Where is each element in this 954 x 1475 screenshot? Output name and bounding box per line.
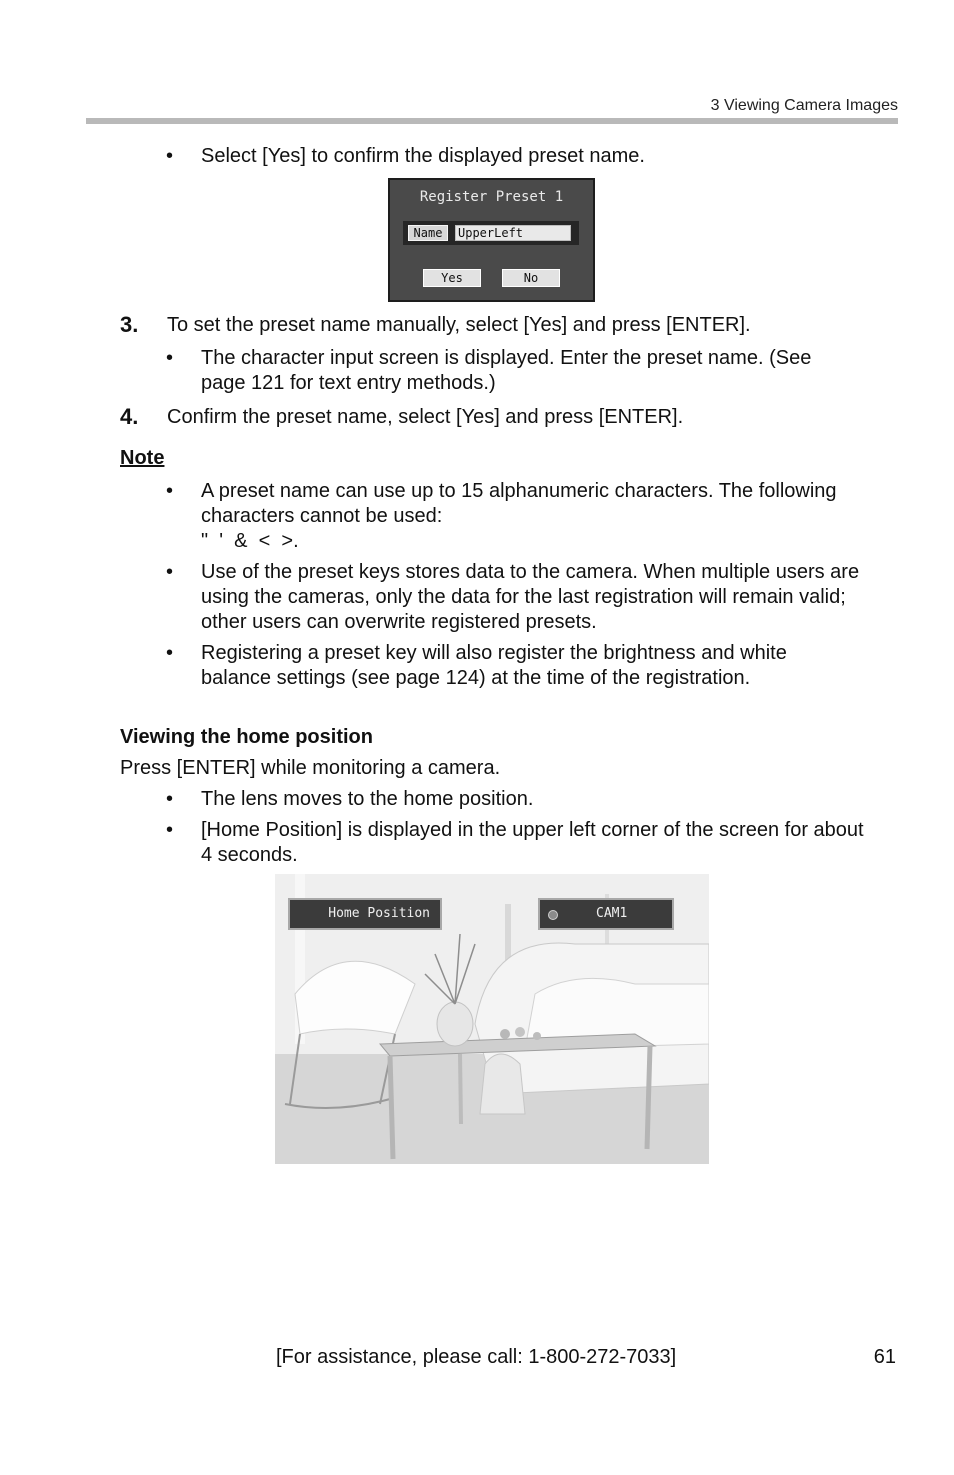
bullet-marker: •: [166, 642, 174, 664]
step-bullet-line: page 121 for text entry methods.): [201, 372, 496, 394]
bullet-select-yes: Select [Yes] to confirm the displayed preset name.: [201, 145, 645, 167]
note-line: A preset name can use up to 15 alphanumeric characters. The following: [201, 480, 837, 502]
home-bullet-line: 4 seconds.: [201, 844, 298, 866]
header-rule: [86, 118, 898, 124]
section-intro: Press [ENTER] while monitoring a camera.: [120, 757, 501, 779]
camera-name-overlay: [538, 898, 674, 930]
note-line: balance settings (see page 124) at the time of the registration.: [201, 667, 751, 689]
preset-name-field[interactable]: UpperLeft: [455, 225, 571, 241]
step-text: To set the preset name manually, select [Yes] and press [ENTER].: [167, 314, 751, 336]
no-button[interactable]: No: [502, 269, 560, 287]
running-header: 3 Viewing Camera Images: [710, 97, 898, 114]
camera-name-label: CAM1: [596, 906, 628, 921]
bullet-marker: •: [166, 561, 174, 583]
home-position-overlay: Home Position: [288, 898, 442, 930]
step-bullet-line: The character input screen is displayed. Enter the preset name. (See: [201, 347, 812, 369]
note-line: Use of the preset keys stores data to the camera. When multiple users are: [201, 561, 860, 583]
name-button[interactable]: Name: [408, 225, 448, 241]
page-number: 61: [873, 1346, 896, 1368]
home-bullet-line: The lens moves to the home position.: [201, 788, 534, 810]
note-line: using the cameras, only the data for the last registration will remain valid;: [201, 586, 846, 608]
dialog-title: Register Preset 1: [419, 189, 564, 205]
step-number: 3.: [120, 312, 139, 337]
bullet-marker: •: [166, 145, 174, 167]
bullet-marker: •: [166, 480, 174, 502]
note-line: characters cannot be used:: [201, 505, 443, 527]
note-line: Registering a preset key will also register the brightness and white: [201, 642, 787, 664]
bullet-marker: •: [166, 819, 174, 841]
note-line: " ' & < >.: [201, 530, 299, 552]
bullet-marker: •: [166, 347, 174, 369]
note-line: other users can overwrite registered presets.: [201, 611, 597, 633]
step-number: 4.: [120, 404, 139, 429]
section-heading: Viewing the home position: [120, 726, 373, 748]
step-text: Confirm the preset name, select [Yes] and press [ENTER].: [167, 406, 684, 428]
camera-status-dot-icon: [548, 910, 558, 920]
yes-button[interactable]: Yes: [423, 269, 481, 287]
bullet-marker: •: [166, 788, 174, 810]
note-heading: Note: [120, 447, 165, 469]
register-preset-dialog: [388, 178, 595, 302]
home-bullet-line: [Home Position] is displayed in the upper left corner of the screen for about: [201, 819, 864, 841]
assistance-footer: [For assistance, please call: 1-800-272-7033]: [276, 1346, 677, 1368]
